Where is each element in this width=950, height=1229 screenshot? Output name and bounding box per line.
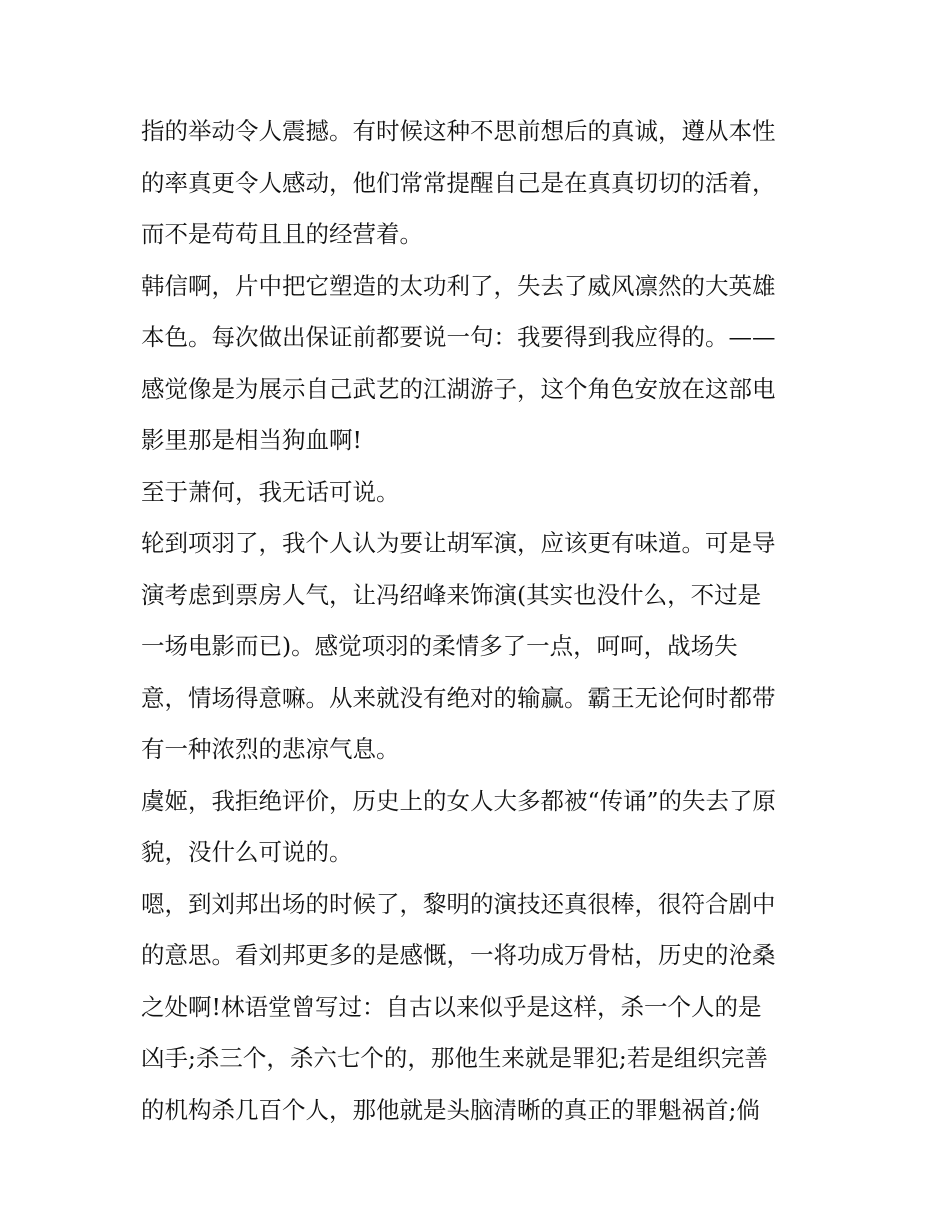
text-line: 的机构杀几百个人，那他就是头脑清晰的真正的罪魁祸首;倘 [141, 1095, 760, 1124]
text-line: 轮到项羽了，我个人认为要让胡军演，应该更有味道。可是导 [141, 529, 776, 557]
text-line: 的意思。看刘邦更多的是感慨，一将功成万骨枯，历史的沧桑 [141, 941, 776, 969]
text-line: 的率真更令人感动，他们常常提醒自己是在真真切切的活着， [141, 168, 776, 197]
text-line: 意，情场得意嘛。从来就没有绝对的输赢。霸王无论何时都带 [141, 683, 776, 712]
text-line: 之处啊!林语堂曾写过：自古以来似乎是这样，杀一个人的是 [141, 992, 762, 1021]
text-line: 一场电影而已)。感觉项羽的柔情多了一点，呵呵，战场失 [141, 632, 738, 660]
text-line: 有一种浓烈的悲凉气息。 [141, 735, 400, 763]
text-line: 嗯，到刘邦出场的时候了，黎明的演技还真很棒，很符合剧中 [141, 889, 776, 918]
text-line: 感觉像是为展示自己武艺的江湖游子，这个角色安放在这部电 [141, 374, 776, 403]
text-line: 韩信啊，片中把它塑造的太功利了，失去了威风凛然的大英雄 [141, 271, 776, 300]
text-line: 影里那是相当狗血啊! [141, 426, 362, 454]
text-line: 至于萧何，我无话可说。 [141, 477, 400, 506]
text-line: 貌，没什么可说的。 [141, 838, 353, 866]
text-line: 指的举动令人震撼。有时候这种不思前想后的真诚，遵从本性 [141, 117, 776, 145]
text-line: 虞姬，我拒绝评价，历史上的女人大多都被“传诵”的失去了原 [141, 786, 777, 815]
text-line: 演考虑到票房人气，让冯绍峰来饰演(其实也没什么，不过是 [141, 580, 762, 609]
text-line: 而不是苟苟且且的经营着。 [141, 220, 423, 248]
text-line: 本色。每次做出保证前都要说一句：我要得到我应得的。—— [141, 323, 776, 351]
text-line: 凶手;杀三个，杀六七个的，那他生来就是罪犯;若是组织完善 [141, 1044, 768, 1072]
body-text [141, 106, 831, 1136]
